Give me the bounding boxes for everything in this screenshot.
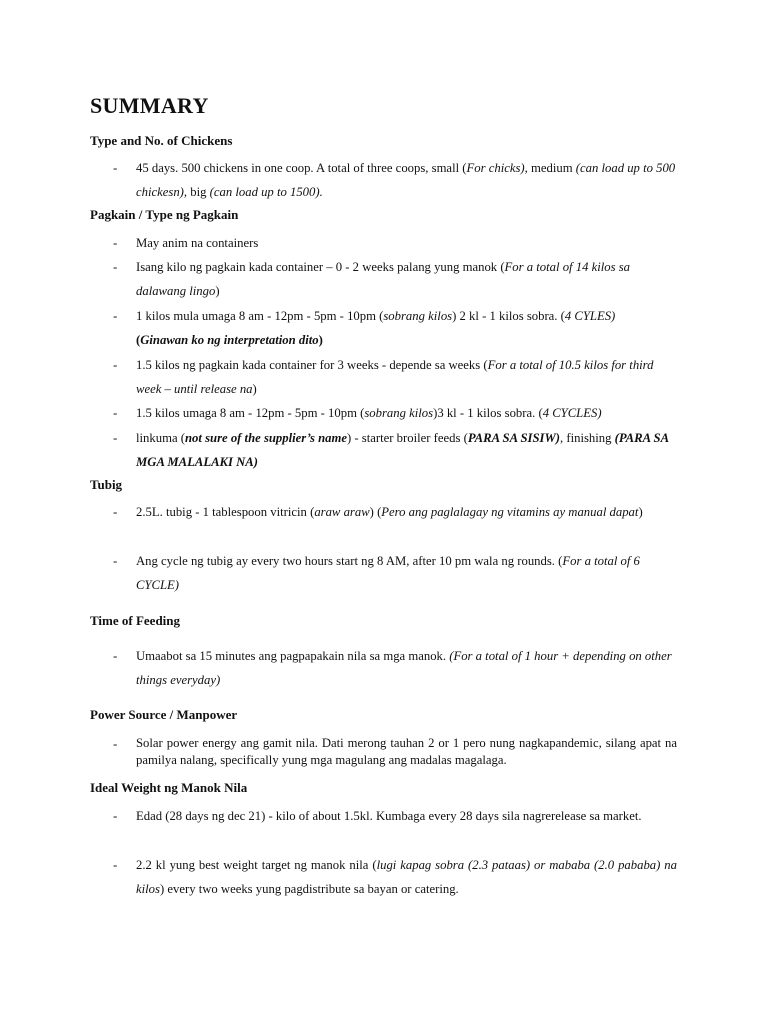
section-heading-feeding: Time of Feeding	[90, 613, 181, 628]
list-item-power-1: Solar power energy ang gamit nila. Dati merong tauhan 2 or 1 pero nung nagkapandemic, silang apat na pamilya nalang, specifically yung mga magulang ang madalas magalaga.	[136, 736, 677, 767]
list-item-feeding-1: Umaabot sa 15 minutes ang pagpapakain nila sa mga manok. (For a total of 1 hour + depending on other things everyday)	[136, 649, 672, 687]
list-item-water-1: 2.5L. tubig - 1 tablespoon vitricin (araw araw) (Pero ang paglalagay ng vitamins ay manual dapat)	[136, 505, 643, 519]
bullet-dash: -	[113, 648, 118, 663]
section-heading-chickens: Type and No. of Chickens	[90, 133, 233, 148]
bullet-dash: -	[113, 504, 118, 519]
section-heading-power: Power Source / Manpower	[90, 707, 238, 722]
list-item-water-2: Ang cycle ng tubig ay every two hours start ng 8 AM, after 10 pm wala ng rounds. (For a total of 6 CYCLE)	[136, 554, 640, 592]
section-heading-food: Pagkain / Type ng Pagkain	[90, 207, 239, 222]
list-item-chickens-1: 45 days. 500 chickens in one coop. A total of three coops, small (For chicks), medium (can load up to 500 chickesn), big (can load up to 1500).	[136, 161, 676, 199]
bullet-dash: -	[113, 308, 118, 323]
bullet-dash: -	[113, 808, 118, 823]
bullet-dash: -	[113, 357, 118, 372]
section-heading-water: Tubig	[90, 477, 123, 492]
bullet-dash: -	[113, 160, 118, 175]
list-item-weight-1: Edad (28 days ng dec 21) - kilo of about 1.5kl. Kumbaga every 28 days sila nagrerelease sa market.	[136, 809, 642, 823]
list-item-food-2: Isang kilo ng pagkain kada container – 0 - 2 weeks palang yung manok (For a total of 14 kilos sa dalawang lingo)	[136, 260, 631, 298]
bullet-dash: -	[113, 235, 118, 250]
bullet-dash: -	[113, 430, 118, 445]
list-item-food-4: 1.5 kilos ng pagkain kada container for 3 weeks - depende sa weeks (For a total of 10.5 kilos for third week – until release na)	[136, 358, 654, 396]
list-item-food-3: 1 kilos mula umaga 8 am - 12pm - 5pm - 10pm (sobrang kilos) 2 kl - 1 kilos sobra. (4 CYLES) (Ginawan ko ng interpretation dito)	[136, 309, 616, 347]
bullet-dash: -	[113, 553, 118, 568]
bullet-dash: -	[113, 259, 118, 274]
bullet-dash: -	[113, 736, 118, 751]
bullet-dash: -	[113, 857, 118, 872]
list-item-food-6: linkuma (not sure of the supplier’s name) - starter broiler feeds (PARA SA SISIW), finishing (PARA SA MGA MALALAKI NA)	[136, 431, 669, 469]
list-item-food-5: 1.5 kilos umaga 8 am - 12pm - 5pm - 10pm (sobrang kilos)3 kl - 1 kilos sobra. (4 CYCLES)	[136, 406, 602, 420]
list-item-food-1: May anim na containers	[136, 236, 259, 250]
bullet-dash: -	[113, 405, 118, 420]
list-item-weight-2: 2.2 kl yung best weight target ng manok nila (lugi kapag sobra (2.3 pataas) or mababa (2.0 pababa) na kilos) every two weeks yung pagdistribute sa bayan or catering.	[136, 858, 677, 896]
page-title: SUMMARY	[90, 93, 209, 118]
section-heading-weight: Ideal Weight ng Manok Nila	[90, 780, 248, 795]
